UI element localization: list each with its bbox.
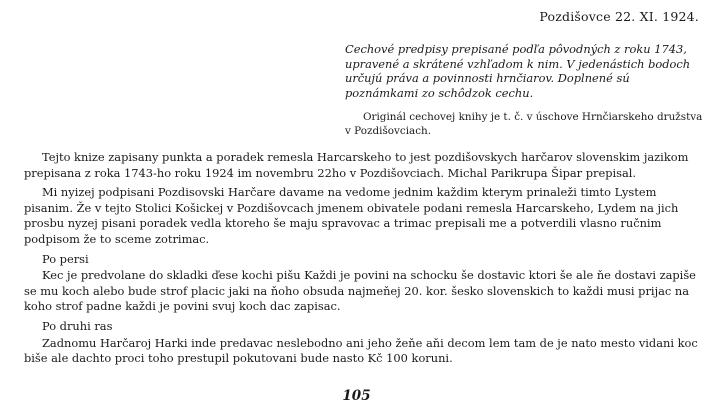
section-heading-1: Po persi [42, 251, 89, 266]
page-number: 105 [342, 388, 371, 404]
paragraph-1: Tejto knize zapisany punkta a poradek remesla Harcarskeho to jest pozdišovskych harčarov slovenskim jazikom prepisana z roka 1743-ho roku 1924 im novembru 22ho v Pozdišovciach. Michal Parikrupa Šipar prepisal. [24, 150, 689, 180]
archive-note: Originál cechovej knihy je t. č. v úschove Hrnčiarskeho družstva v Pozdišovciach. [345, 111, 703, 137]
paragraph-3: Kec je predvolane do skladki ďese kochi pišu Každi je povini na schocku še dostavic ktori še ale ňe dostavi zapiše se mu koch alebo bude strof placic jaki na ňoho obsuda najmeňej 20. kor. šesko slovenskich to každi musi prijac na koho strof padne každi je povini svuj koch dac zapisac. [24, 268, 696, 314]
section-heading-2: Po druhi ras [42, 318, 113, 333]
dateline: Pozdišovce 22. XI. 1924. [539, 9, 699, 24]
editorial-note: Cechové predpisy prepisané podľa pôvodných z roku 1743, upravené a skrátené vzhľadom k nim. V jedenástich bodoch určujú práva a povinnosti hrnčiarov. Doplnené sú poznámkami zo schôdzok cechu. [345, 42, 691, 100]
body-text [24, 150, 708, 371]
paragraph-2: Mi nyizej podpisani Pozdisovski Harčare davame na vedome jednim každim kterym prinaleži timto Lystem pisanim. Že v tejto Stolici Košickej v Pozdišovcach jmenem obivatele podani remesla Harcarskeho, Lydem na jich prosbu nyzej pisani poradek vedla ktoreho še maju spravovac a trimac prepisali me a potverdili vlasno ručnim podpisom že to sceme zotrimac. [24, 185, 679, 246]
paragraph-4: Zadnomu Harčaroj Harki inde predavac neslebodno ani jeho žeňe aňi decom lem tam de je nato mesto vidani koc biše ale dachto proci toho prestupil pokutovani bude nasto Kč 100 koruni. [24, 335, 698, 366]
